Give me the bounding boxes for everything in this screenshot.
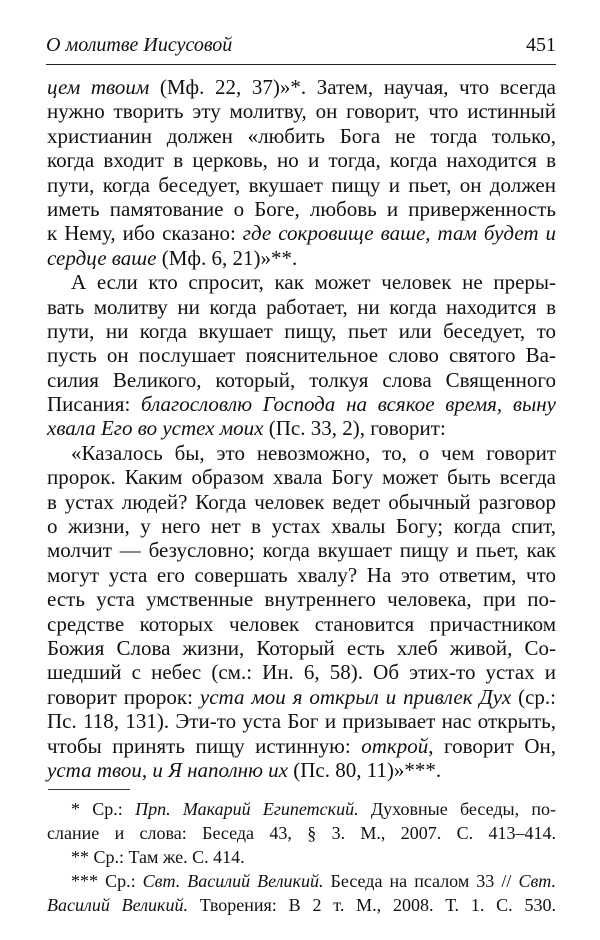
body-line — [47, 124, 556, 148]
text-run: (Мф. 6, 21)»**. — [156, 245, 298, 270]
body-line — [47, 148, 556, 172]
text-run: к Нему, ибо сказано: — [47, 221, 243, 246]
text-run: пророк. Каким образом хвала Богу может быть всегда — [47, 465, 556, 490]
text-run: пути, когда беседует, вкушает пищу и пьет, он должен — [47, 172, 556, 197]
body-line — [47, 709, 556, 733]
italic-text: Василий Великий. — [47, 895, 188, 915]
text-run: А если кто спросит, как может человек не преры- — [71, 270, 556, 295]
body-line — [47, 197, 556, 221]
italic-text: где сокровище ваше, там будет и — [242, 221, 557, 246]
body-line — [47, 270, 556, 294]
italic-text: Свт. — [518, 871, 556, 891]
body-line — [47, 221, 556, 245]
italic-text: уста мои я открыл и привлек Дух — [199, 684, 512, 709]
italic-text: благословлю Господа на всякое время, выну — [141, 392, 556, 417]
body-line — [47, 343, 556, 367]
text-run: молчит — безусловно; когда вкушает пищу и пьет, как — [47, 538, 556, 563]
text-run: (Мф. 22, 37)»*. Затем, научая, что всегда — [149, 75, 556, 99]
body-line — [47, 392, 556, 416]
footnote-line — [47, 797, 556, 821]
text-run: Беседа на псалом 33 // — [323, 871, 519, 891]
footnotes — [47, 797, 556, 917]
text-run: христианин должен «любить Бога не тогда только, — [47, 123, 556, 148]
footnote-line — [47, 845, 556, 869]
footnote-divider — [48, 789, 130, 790]
text-run: говорит пророк: — [47, 684, 200, 709]
body-line — [47, 490, 556, 514]
text-run: о жизни, у него нет в устах хвалы Богу; когда спит, — [47, 514, 556, 539]
text-run: вать молитву ни когда работает, ни когда находится в — [47, 294, 556, 319]
text-run: пусть он послушает пояснительное слово святого Ва- — [47, 343, 556, 368]
text-run: могут уста его совершать хвалу? На это ответим, что — [47, 562, 556, 587]
text-run: (Пс. 80, 11)»***. — [287, 757, 442, 782]
body-line — [47, 295, 556, 319]
body-line — [47, 563, 556, 587]
body-line — [47, 99, 556, 123]
footnote-line — [47, 893, 556, 917]
text-run: «Казалось бы, это невозможно, то, о чем говорит — [71, 440, 556, 465]
italic-text: открой — [361, 733, 429, 758]
page-number: 451 — [526, 34, 556, 56]
text-run: Божия Слова жизни, Который есть хлеб живой, Со- — [47, 635, 556, 660]
italic-text: Прп. Макарий Египетский. — [135, 799, 359, 819]
text-run: Писания: — [47, 392, 142, 417]
body-line — [47, 75, 556, 99]
running-header — [46, 32, 556, 65]
text-run: слание и слова: Беседа 43, § 3. М., 2007. С. 413–414. — [47, 823, 556, 843]
text-run: шедший с небес (см.: Ин. 6, 58). Об этих-то устах и — [47, 660, 556, 685]
text-run: иметь памятование о Боге, любовь и приверженность — [47, 196, 556, 221]
text-run: Духовные беседы, по- — [358, 799, 556, 819]
italic-text: хвала Его во устех моих — [47, 416, 264, 441]
text-run: *** Ср.: — [71, 871, 143, 891]
text-run: Творения: В 2 т. М., 2008. Т. 1. С. 530. — [187, 895, 556, 915]
text-run: (ср.: — [511, 684, 556, 709]
body-line — [47, 587, 556, 611]
body-line — [47, 734, 556, 758]
text-run: Пс. 118, 131). Эти-то уста Бог и призывает нас открыть, — [47, 709, 556, 734]
body-line — [47, 416, 556, 440]
text-run: когда входит в церковь, но и тогда, когда находится в — [47, 148, 556, 173]
italic-text: цем твоим — [47, 75, 150, 99]
text-run: в устах людей? Когда человек ведет обычный разговор — [47, 489, 556, 514]
text-run: пути, ни когда вкушает пищу, пьет или беседует, то — [47, 318, 556, 343]
body-line — [47, 173, 556, 197]
body-line — [47, 685, 556, 709]
body-line — [47, 758, 556, 782]
body-line — [47, 660, 556, 684]
body-line — [47, 636, 556, 660]
text-run: нужно творить эту молитву, он говорит, что истинный — [47, 99, 556, 124]
text-run: * Ср.: — [71, 799, 136, 819]
text-run: , говорит Он, — [428, 733, 556, 758]
text-run: ** Ср.: Там же. С. 414. — [71, 847, 245, 867]
text-run: чтобы принять пищу истинную: — [47, 733, 362, 758]
main-text — [47, 75, 556, 782]
footnote-line — [47, 821, 556, 845]
text-run: силия Великого, который, толкуя слова Священного — [47, 367, 556, 392]
body-line — [47, 465, 556, 489]
body-line — [47, 246, 556, 270]
footnote-line — [47, 869, 556, 893]
italic-text: уста твои, и Я наполню их — [47, 757, 288, 782]
body-line — [47, 368, 556, 392]
italic-text: сердце ваше — [47, 245, 157, 270]
body-line — [47, 319, 556, 343]
text-run: есть уста умственные внутреннего человека, при по- — [47, 587, 556, 612]
running-title: О молитве Иисусовой — [46, 34, 233, 56]
text-run: (Пс. 33, 2), говорит: — [263, 416, 446, 441]
body-line — [47, 612, 556, 636]
italic-text: Свт. Василий Великий. — [142, 871, 324, 891]
body-line — [47, 441, 556, 465]
text-run: средстве которых человек становится причастником — [47, 611, 556, 636]
body-line — [47, 538, 556, 562]
body-line — [47, 514, 556, 538]
